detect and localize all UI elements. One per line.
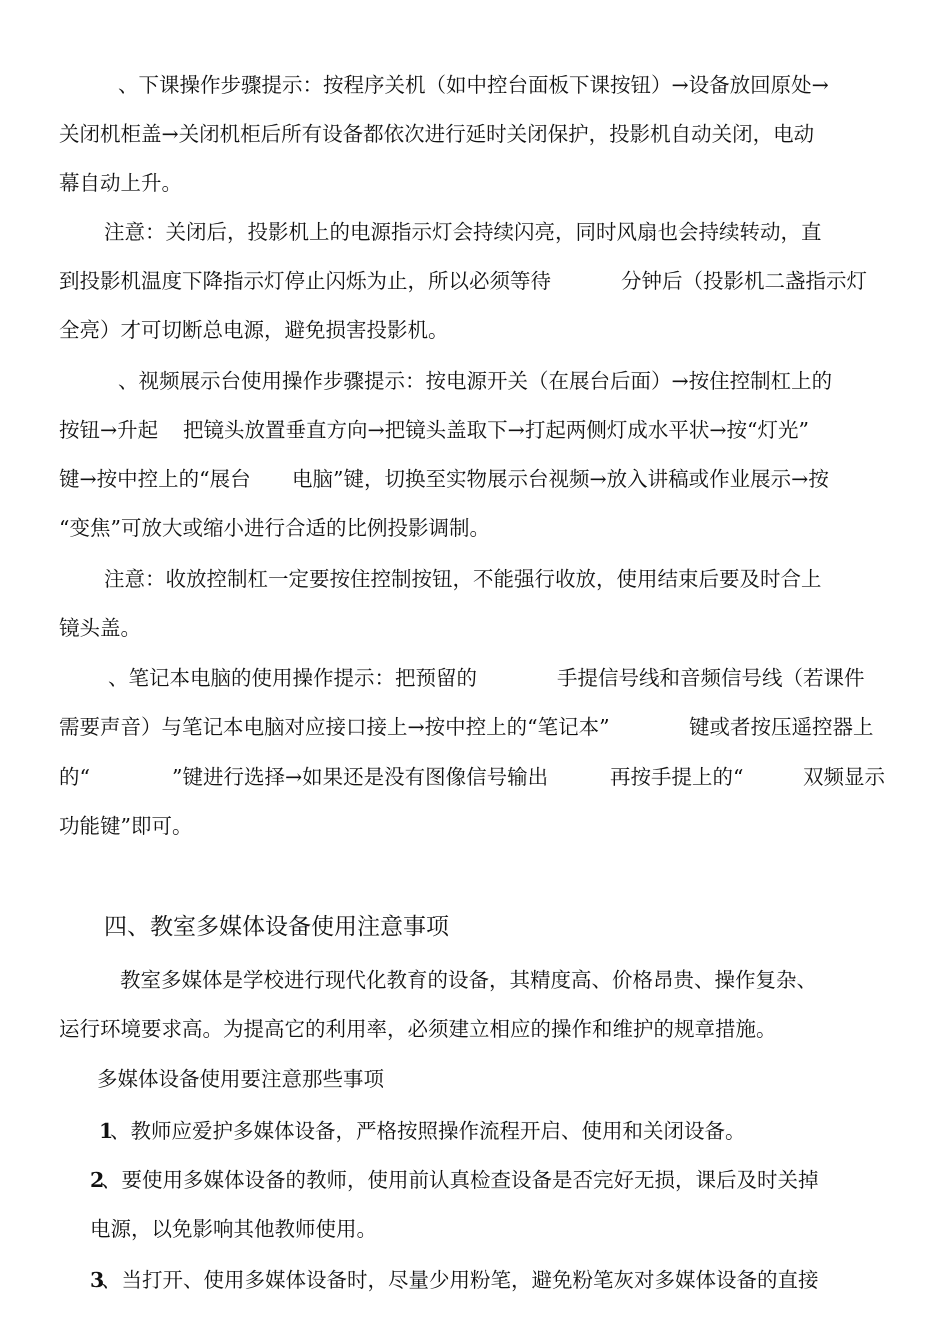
text-line [0, 119, 950, 169]
text-line [0, 762, 950, 812]
text-line [0, 1014, 950, 1064]
line-text: 、笔记本电脑的使用操作提示：把预留的 [108, 666, 477, 690]
line-text-right: 把镜头放置垂直方向→把镜头盖取下→打起两侧灯成水平状→按“灯光” [183, 418, 809, 442]
line-text: 镜头盖。 [59, 616, 141, 640]
line-text: “变焦”可放大或缩小进行合适的比例投影调制。 [59, 516, 490, 540]
text-line [0, 366, 950, 416]
list-number: 3 [90, 1268, 105, 1292]
list-item [0, 1116, 950, 1166]
line-text: 关闭机柜盖→关闭机柜后所有设备都依次进行延时关闭保护，投影机自动关闭，电动 [59, 122, 815, 146]
section-heading [0, 912, 950, 962]
list-item [0, 1265, 950, 1315]
line-text: 按钮→升起 [59, 418, 159, 442]
line-text: 、教师应爱护多媒体设备，严格按照操作流程开启、使用和关闭设备。 [110, 1119, 746, 1143]
text-line [0, 712, 950, 762]
text-line [0, 217, 950, 267]
text-line [0, 811, 950, 861]
text-line [0, 415, 950, 465]
line-text: 电源，以免影响其他教师使用。 [90, 1217, 377, 1241]
line-text-mid2: 再按手提上的“ [610, 765, 744, 789]
line-text: 多媒体设备使用要注意那些事项 [97, 1067, 384, 1091]
line-text: 到投影机温度下降指示灯停止闪烁为止，所以必须等待 [59, 269, 551, 293]
text-line [0, 464, 950, 514]
line-text: 、视频展示台使用操作步骤提示：按电源开关（在展台后面）→按住控制杠上的 [118, 369, 833, 393]
text-line [0, 663, 950, 713]
line-text-right: 电脑”键，切换至实物展示台视频→放入讲稿或作业展示→按 [292, 467, 829, 491]
text-line [0, 315, 950, 365]
line-text: 教室多媒体是学校进行现代化教育的设备，其精度高、价格昂贵、操作复杂、 [120, 968, 817, 992]
line-text: 、下课操作步骤提示：按程序关机（如中控台面板下课按钮）→设备放回原处→ [118, 73, 829, 97]
line-text: 运行环境要求高。为提高它的利用率，必须建立相应的操作和维护的规章措施。 [59, 1017, 777, 1041]
line-text-mid: ”键进行选择→如果还是没有图像信号输出 [172, 765, 549, 789]
line-text: 全亮）才可切断总电源，避免损害投影机。 [59, 318, 449, 342]
line-text: 、要使用多媒体设备的教师，使用前认真检查设备是否完好无损，课后及时关掉 [101, 1168, 819, 1192]
line-text-right: 分钟后（投影机二盏指示灯 [621, 269, 867, 293]
list-item [0, 1165, 950, 1215]
text-line [0, 513, 950, 563]
list-number: 2 [90, 1168, 105, 1192]
text-line [0, 70, 950, 120]
text-line [0, 965, 950, 1015]
list-number: 1 [99, 1119, 114, 1143]
line-text: 的“ [59, 765, 90, 789]
line-text-right: 键或者按压遥控器上 [689, 715, 874, 739]
line-text: 幕自动上升。 [59, 171, 182, 195]
heading-text: 四、教室多媒体设备使用注意事项 [104, 914, 449, 940]
text-line [0, 168, 950, 218]
line-text: 键→按中控上的“展台 [59, 467, 251, 491]
line-text: 功能键”即可。 [59, 814, 193, 838]
text-line [0, 564, 950, 614]
line-text-right: 双频显示 [803, 765, 885, 789]
line-text: 注意：收放控制杠一定要按住控制按钮，不能强行收放，使用结束后要及时合上 [104, 567, 822, 591]
text-line [0, 1064, 950, 1114]
line-text: 注意：关闭后，投影机上的电源指示灯会持续闪亮，同时风扇也会持续转动，直 [104, 220, 822, 244]
line-text: 需要声音）与笔记本电脑对应接口接上→按中控上的“笔记本” [59, 715, 610, 739]
line-text-right: 手提信号线和音频信号线（若课件 [557, 666, 865, 690]
text-line [0, 1214, 950, 1264]
line-text: 、当打开、使用多媒体设备时，尽量少用粉笔，避免粉笔灰对多媒体设备的直接 [101, 1268, 819, 1292]
text-line [0, 266, 950, 316]
text-line [0, 613, 950, 663]
